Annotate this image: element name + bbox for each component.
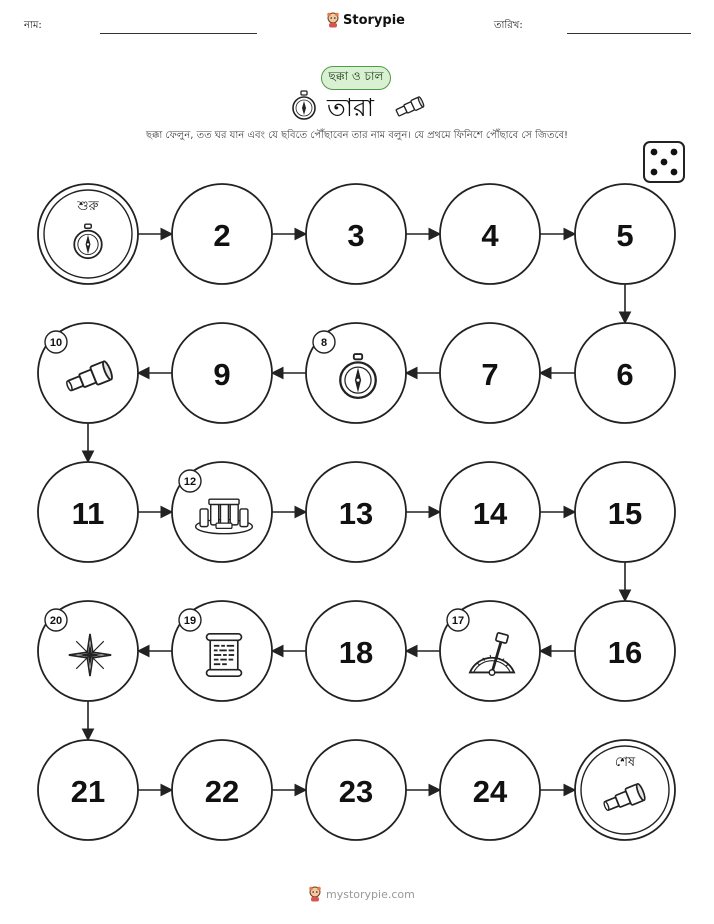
board-cell: [575, 601, 675, 701]
footer-url: mystorypie.com: [326, 887, 415, 901]
scroll-map-icon: [207, 634, 242, 676]
board-cells: [38, 184, 675, 840]
footer: [308, 886, 415, 902]
mascot-icon: [308, 886, 322, 902]
cell-badge-number: 19: [183, 615, 197, 627]
cell-number: 3: [347, 218, 365, 253]
cell-number: 15: [607, 496, 643, 531]
start-label: শুরু: [77, 199, 99, 214]
cell-number: 13: [338, 496, 374, 531]
brand-name: Storypie: [343, 12, 405, 28]
cell-number: 5: [616, 218, 634, 253]
cell-number: 7: [481, 357, 499, 392]
cell-number: 11: [71, 496, 105, 531]
board-cell: [306, 462, 406, 562]
board-cell: [172, 601, 272, 701]
board-cell: [575, 462, 675, 562]
board-cell: [575, 184, 675, 284]
board-cell: [38, 740, 138, 840]
board-cell: [440, 184, 540, 284]
board-cell: [172, 740, 272, 840]
board-cell: [306, 601, 406, 701]
board-cell: [38, 462, 138, 562]
cell-badge-number: 20: [49, 615, 63, 627]
board-cell: [306, 323, 406, 423]
cell-badge-number: 8: [320, 337, 328, 349]
cell-number: 9: [213, 357, 231, 392]
board-cell: [440, 601, 540, 701]
board-cell: [38, 184, 138, 284]
board-cell: [172, 462, 272, 562]
game-type-badge: ছক্কা ও চাল: [321, 66, 391, 90]
cell-number: 22: [204, 774, 240, 809]
board-cell: [38, 323, 138, 423]
end-label: শেষ: [614, 755, 636, 770]
cell-number: 24: [472, 774, 508, 809]
date-label: তারিখ:: [494, 20, 523, 31]
board-cell: [306, 184, 406, 284]
board-cell: [38, 601, 138, 701]
cell-badge-number: 10: [49, 337, 63, 349]
cell-number: 14: [472, 496, 508, 531]
cell-badge-number: 17: [451, 615, 465, 627]
board-cell: [575, 740, 675, 840]
board-cell: [172, 184, 272, 284]
cell-number: 18: [338, 635, 374, 670]
board-cell: [575, 323, 675, 423]
board-cell: [440, 740, 540, 840]
cell-number: 21: [70, 774, 106, 809]
cell-badge-number: 12: [183, 476, 197, 488]
instructions: ছক্কা ফেলুন, তত ঘর যান এবং যে ছবিতে পৌঁছাবেন তার নাম বলুন। যে প্রথমে ফিনিশে পৌঁছাবে সে জিতবে!: [145, 130, 569, 141]
cell-number: 23: [338, 774, 374, 809]
board-cell: [306, 740, 406, 840]
cell-number: 6: [616, 357, 634, 392]
board-cell: [440, 462, 540, 562]
board-cell: [440, 323, 540, 423]
cell-number: 4: [481, 218, 499, 253]
cell-number: 2: [213, 218, 231, 253]
page-title: তারা: [327, 93, 375, 122]
name-label: নাম:: [24, 20, 42, 31]
board-cell: [172, 323, 272, 423]
dice-five-icon: [644, 142, 684, 182]
cell-number: 16: [607, 635, 643, 670]
